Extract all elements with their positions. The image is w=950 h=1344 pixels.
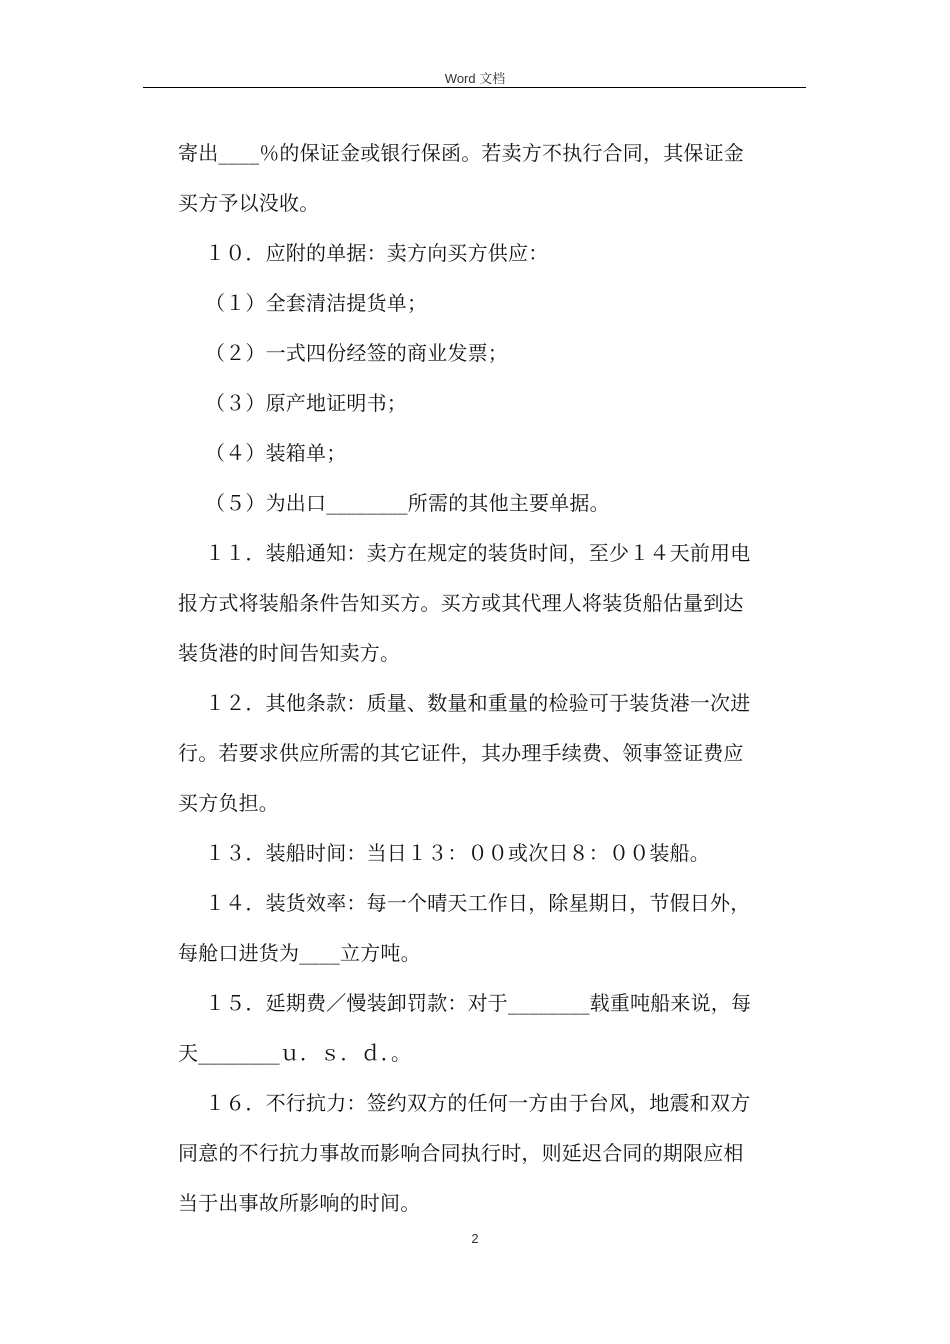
text-line: （３）原产地证明书； [205,391,407,415]
text-line: 当于出事故所影响的时间。 [178,1191,421,1215]
text-line: 同意的不行抗力事故而影响合同执行时，则延迟合同的期限应相 [178,1141,744,1165]
text-line: 寄出____％的保证金或银行保函。若卖方不执行合同，其保证金 [178,141,744,165]
text-line: 买方负担。 [178,791,279,815]
text-line: （４）装箱单； [205,441,347,465]
text-line: １４．装货效率：每一个晴天工作日，除星期日，节假日外， [205,891,751,915]
text-line: 行。若要求供应所需的其它证件，其办理手续费、领事签证费应 [178,741,744,765]
text-line: １２．其他条款：质量、数量和重量的检验可于装货港一次进 [205,691,751,715]
text-line: （２）一式四份经签的商业发票； [205,341,508,365]
text-line: 装货港的时间告知卖方。 [178,641,401,665]
text-line: （５）为出口________所需的其他主要单据。 [205,491,610,515]
text-line: １６．不行抗力：签约双方的任何一方由于台风，地震和双方 [205,1091,751,1115]
page-number: 2 [471,1231,479,1246]
page-header: Word 文档 [444,71,506,86]
header-rule [143,87,806,88]
text-line: １０．应附的单据：卖方向买方供应： [205,241,549,265]
text-line: １１．装船通知：卖方在规定的装货时间，至少１４天前用电 [205,541,751,565]
text-line: （１）全套清洁提货单； [205,291,428,315]
text-line: １３．装船时间：当日１３：００或次日８：００装船。 [205,841,710,865]
text-line: 买方予以没收。 [178,191,320,215]
text-line: 每舱口进货为____立方吨。 [178,941,421,965]
text-line: 天________ｕ．ｓ．ｄ．。 [178,1041,412,1065]
text-line: 报方式将装船条件告知买方。买方或其代理人将装货船估量到达 [178,591,744,615]
document-body [178,128,808,1228]
text-line: １５．延期费／慢装卸罚款：对于________载重吨船来说，每 [205,991,752,1015]
